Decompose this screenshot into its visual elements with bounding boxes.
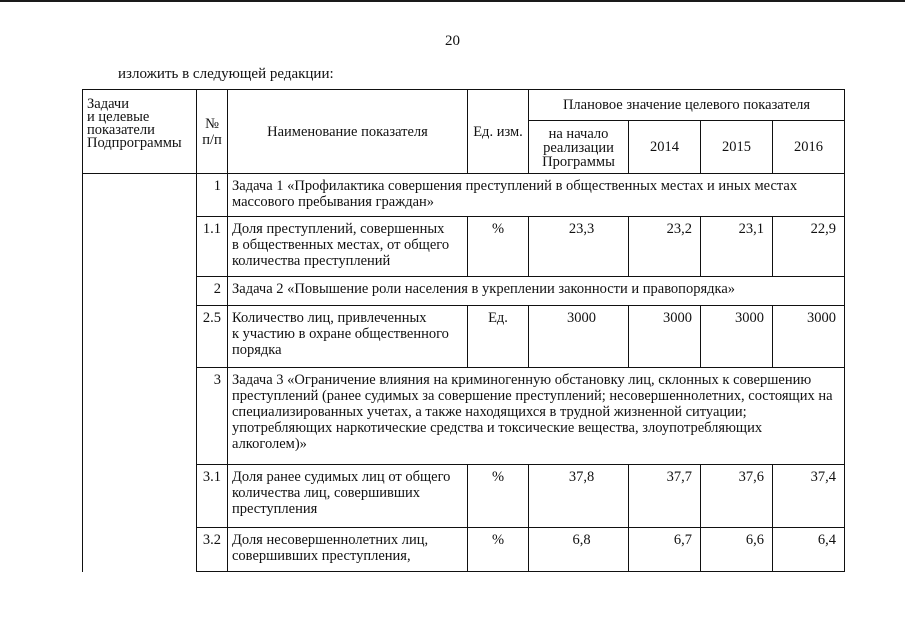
table-row — [83, 368, 845, 465]
row-num: 2.5 — [197, 306, 228, 368]
header-name-cell — [228, 90, 468, 174]
row-num: 2 — [197, 277, 228, 306]
indicator-name-text: Доля преступлений, совершенных в общественных местах, от общего количества преступлений — [232, 221, 450, 269]
indicator-name-text: Доля несовершеннолетних лиц, совершивших преступления, — [232, 532, 429, 564]
task-text: Задача 1 «Профилактика совершения преступлений в общественных местах и иных местах массового пребывания граждан» — [228, 174, 845, 217]
indicator-unit: % — [468, 217, 529, 277]
indicator-value-2016: 37,4 — [773, 465, 845, 528]
task-text: Задача 2 «Повышение роли населения в укреплении законности и правопорядка» — [228, 277, 845, 306]
indicator-value-2015: 3000 — [701, 306, 773, 368]
indicator-value-2015: 37,6 — [701, 465, 773, 528]
indicator-start-value: 6,8 — [529, 528, 629, 572]
header-plan-label: Плановое значение целевого показателя — [562, 97, 811, 113]
table-row — [83, 306, 845, 368]
row-num: 1 — [197, 174, 228, 217]
indicator-name-text: Доля ранее судимых лиц от общего количества лиц, совершивших преступления — [232, 469, 451, 517]
intro-text: изложить в следующей редакции: — [118, 66, 334, 82]
table-row — [83, 217, 845, 277]
header-start-label: на начало реализации Программы — [542, 126, 615, 170]
header-task-label: Задачи и целевые показатели Подпрограммы — [87, 96, 182, 151]
header-num-cell — [197, 90, 228, 174]
header-row-1 — [83, 90, 845, 121]
page-top-border — [0, 0, 905, 2]
header-year-2015: 2015 — [701, 121, 773, 174]
header-year-2014: 2014 — [629, 121, 701, 174]
indicator-start-value: 3000 — [529, 306, 629, 368]
indicator-value-2014: 37,7 — [629, 465, 701, 528]
row-num: 3.1 — [197, 465, 228, 528]
indicator-unit: Ед. — [468, 306, 529, 368]
indicators-table — [82, 89, 845, 572]
indicator-value-2016: 3000 — [773, 306, 845, 368]
indicator-name — [228, 306, 468, 368]
indicator-value-2014: 6,7 — [629, 528, 701, 572]
indicator-start-value: 23,3 — [529, 217, 629, 277]
header-year-2016: 2016 — [773, 121, 845, 174]
indicator-unit: % — [468, 528, 529, 572]
indicator-value-2015: 23,1 — [701, 217, 773, 277]
table-row — [83, 277, 845, 306]
indicator-value-2016: 6,4 — [773, 528, 845, 572]
indicator-value-2015: 6,6 — [701, 528, 773, 572]
page-number: 20 — [445, 33, 460, 49]
header-num-label: № п/п — [202, 115, 222, 148]
indicator-name-text: Количество лиц, привлеченных к участию в охране общественного порядка — [232, 310, 449, 358]
row-num: 1.1 — [197, 217, 228, 277]
indicator-name — [228, 528, 468, 572]
header-name-label: Наименование показателя — [267, 123, 428, 140]
task-column-empty — [83, 174, 197, 572]
table-row — [83, 528, 845, 572]
indicator-start-value: 37,8 — [529, 465, 629, 528]
indicator-value-2014: 3000 — [629, 306, 701, 368]
task-text: Задача 3 «Ограничение влияния на криминогенную обстановку лиц, склонных к совершению преступлений (ранее судимых за совершение преступлений; несовершеннолетних, состоящих на специализированных учетах, а также находящихся в трудной жизненной ситуации; употребляющих наркотические средства и токсические вещества, злоупотребляющих алкоголем)» — [228, 368, 845, 465]
indicator-value-2014: 23,2 — [629, 217, 701, 277]
indicator-name — [228, 217, 468, 277]
header-unit-cell — [468, 90, 529, 174]
header-unit-label: Ед. изм. — [473, 123, 523, 140]
header-start-cell — [529, 121, 629, 174]
indicator-unit: % — [468, 465, 529, 528]
header-plan-cell — [529, 90, 845, 121]
row-num: 3.2 — [197, 528, 228, 572]
table-row — [83, 174, 845, 217]
table-row — [83, 465, 845, 528]
header-task-cell — [83, 90, 197, 174]
indicator-value-2016: 22,9 — [773, 217, 845, 277]
row-num: 3 — [197, 368, 228, 465]
indicator-name — [228, 465, 468, 528]
